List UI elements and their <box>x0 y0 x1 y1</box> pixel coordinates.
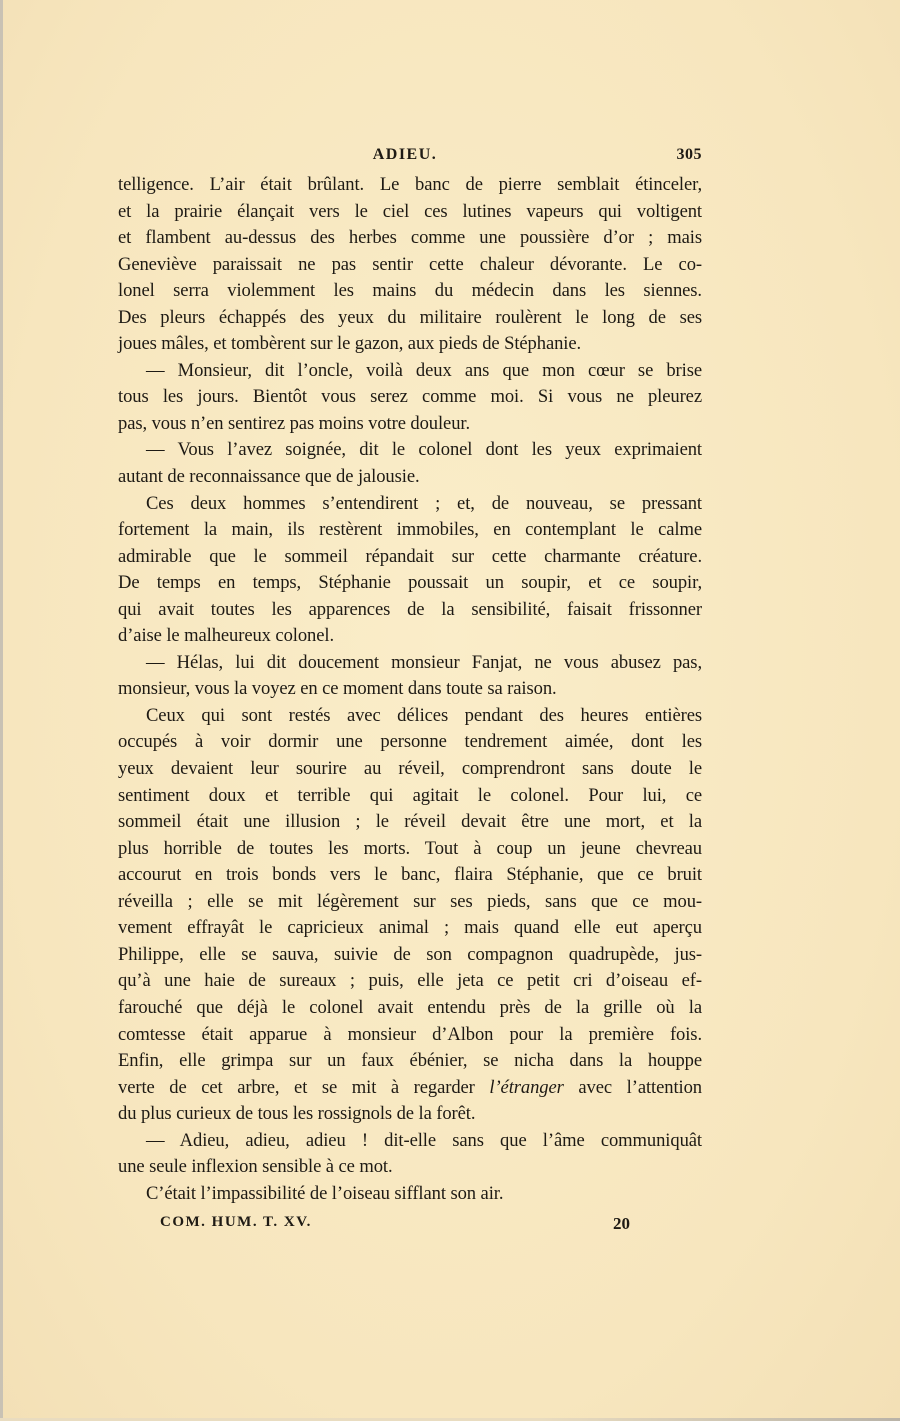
text-line: vement effrayât le capricieux animal ; mais quand elle eut aperçu <box>118 917 702 939</box>
text-line: qui avait toutes les apparences de la sensibilité, faisait frissonner <box>118 598 702 620</box>
text-line: tous les jours. Bientôt vous serez comme moi. Si vous ne pleurez <box>118 386 702 408</box>
text-line: occupés à voir dormir une personne tendrement aimée, dont les <box>118 731 702 753</box>
sheet-number: 20 <box>613 1214 630 1233</box>
text-line: sentiment doux et terrible qui agitait le colonel. Pour lui, ce <box>118 784 702 806</box>
text-line: pas, vous n’en sentirez pas moins votre douleur. <box>118 412 471 434</box>
signature-footer <box>160 1214 630 1238</box>
running-title: ADIEU. <box>372 146 438 163</box>
text-line: une seule inflexion sensible à ce mot. <box>118 1156 393 1178</box>
text-line: autant de reconnaissance que de jalousie. <box>118 466 420 488</box>
page-number: 305 <box>676 146 702 163</box>
text-line: plus horrible de toutes les morts. Tout à coup un jeune chevreau <box>118 837 702 859</box>
text-line: accourut en trois bonds vers le banc, flaira Stéphanie, que ce bruit <box>118 864 702 886</box>
text-line: comtesse était apparue à monsieur d’Albon pour la première fois. <box>118 1023 702 1045</box>
text-line: et flambent au-dessus des herbes comme une poussière d’or ; mais <box>118 227 702 249</box>
text-line: d’aise le malheureux colonel. <box>118 625 335 647</box>
text-line: et la prairie élançait vers le ciel ces lutines vapeurs qui voltigent <box>118 200 702 222</box>
text-line: qu’à une haie de sureaux ; puis, elle jeta ce petit cri d’oiseau ef- <box>118 970 702 992</box>
text-line: farouché que déjà le colonel avait entendu près de la grille où la <box>118 996 702 1018</box>
text-line: fortement la main, ils restèrent immobiles, en contemplant le calme <box>118 519 702 541</box>
text-segment: verte de cet arbre, et se mit à regarder <box>118 1076 490 1098</box>
text-line: Ceux qui sont restés avec délices pendant des heures entières <box>146 704 702 726</box>
text-line: — Monsieur, dit l’oncle, voilà deux ans que mon cœur se brise <box>146 359 702 381</box>
text-line: — Vous l’avez soignée, dit le colonel dont les yeux exprimaient <box>146 439 702 461</box>
page-edge-left <box>0 0 3 1421</box>
text-line: Enfin, elle grimpa sur un faux ébénier, se nicha dans la houppe <box>118 1050 702 1072</box>
text-line: telligence. L’air était brûlant. Le banc de pierre semblait étinceler, <box>118 174 702 195</box>
text-segment: avec l’attention <box>563 1076 702 1098</box>
text-line: sommeil était une illusion ; le réveil devait être une mort, et la <box>118 811 702 833</box>
text-line: Geneviève paraissait ne pas sentir cette chaleur dévorante. Le co- <box>118 253 702 275</box>
text-line: Philippe, elle se sauva, suivie de son compagnon quadrupède, jus- <box>118 943 702 965</box>
text-line: Ces deux hommes s’entendirent ; et, de nouveau, se pressant <box>146 492 702 514</box>
text-line: — Adieu, adieu, adieu ! dit-elle sans que l’âme communiquât <box>146 1129 702 1151</box>
text-line: — Hélas, lui dit doucement monsieur Fanjat, ne vous abusez pas, <box>146 651 702 673</box>
text-line: Des pleurs échappés des yeux du militaire roulèrent le long de ses <box>118 306 702 328</box>
text-line: De temps en temps, Stéphanie poussait un soupir, et ce soupir, <box>118 572 702 594</box>
text-line <box>118 1075 702 1102</box>
text-line: du plus curieux de tous les rossignols de la forêt. <box>118 1103 476 1125</box>
text-line: C’était l’impassibilité de l’oiseau sifflant son air. <box>146 1182 504 1204</box>
text-line: monsieur, vous la voyez en ce moment dans toute sa raison. <box>118 678 557 700</box>
text-line: lonel serra violemment les mains du médecin dans les siennes. <box>118 280 702 302</box>
body-text <box>118 172 702 1207</box>
italic-word: l’étranger <box>489 1076 564 1098</box>
text-line: réveilla ; elle se mit légèrement sur ses pieds, sans que ce mou- <box>118 890 702 912</box>
text-line: yeux devaient leur sourire au réveil, comprendront sans doute le <box>118 758 702 780</box>
text-line: admirable que le sommeil répandait sur cette charmante créature. <box>118 545 702 567</box>
signature-mark: COM. HUM. T. XV. <box>160 1214 312 1230</box>
text-line: joues mâles, et tombèrent sur le gazon, aux pieds de Stéphanie. <box>118 333 582 355</box>
running-header <box>118 146 702 168</box>
